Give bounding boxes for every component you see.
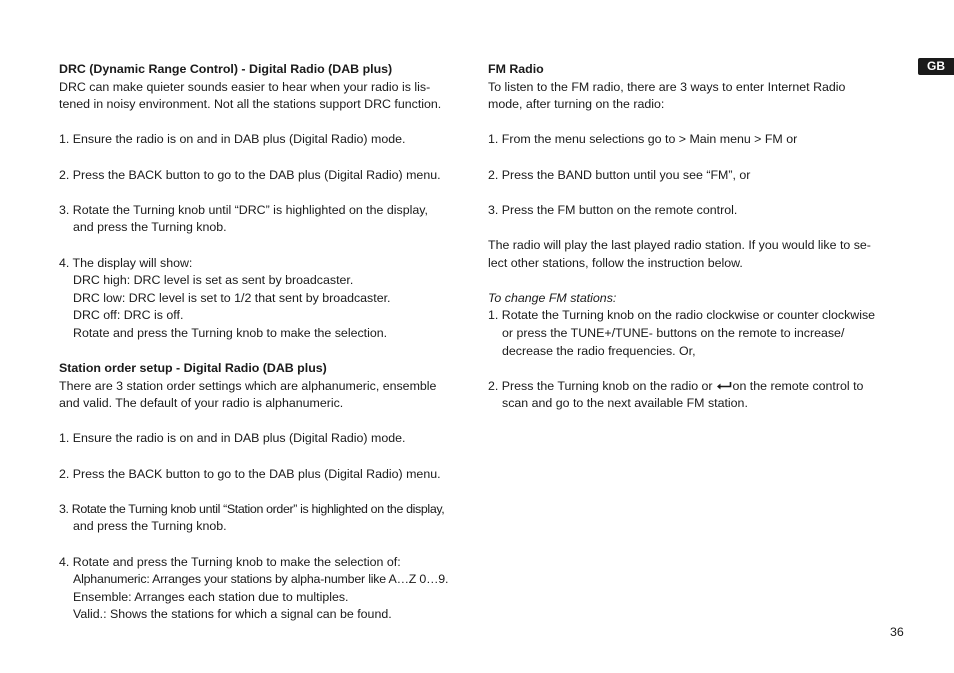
drc-option-off: DRC off: DRC is off. xyxy=(73,308,184,323)
change-fm-step-1-cont-a: or press the TUNE+/TUNE- buttons on the remote to increase/ xyxy=(502,325,845,340)
drc-step-2: 2. Press the BACK button to go to the DAB plus (Digital Radio) menu. xyxy=(59,167,441,182)
drc-step-3-cont: and press the Turning knob. xyxy=(73,220,227,235)
right-column xyxy=(488,61,896,413)
left-column xyxy=(59,61,466,624)
enter-arrow-icon xyxy=(716,379,732,389)
station-order-intro-line-2: and valid. The default of your radio is alphanumeric. xyxy=(59,396,344,411)
fm-play-line-1: The radio will play the last played radio station. If you would like to se- xyxy=(488,237,871,252)
station-order-option-valid: Valid.: Shows the stations for which a signal can be found. xyxy=(73,607,392,622)
fm-way-3: 3. Press the FM button on the remote control. xyxy=(488,202,738,217)
fm-radio-section xyxy=(488,61,896,413)
station-order-heading: Station order setup - Digital Radio (DAB plus) xyxy=(59,361,327,376)
station-order-step-3-cont: and press the Turning knob. xyxy=(73,519,227,534)
station-order-step-4: 4. Rotate and press the Turning knob to make the selection of: xyxy=(59,554,401,569)
fm-play-line-2: lect other stations, follow the instruction below. xyxy=(488,255,743,270)
change-fm-step-2-pre: 2. Press the Turning knob on the radio or xyxy=(488,378,713,393)
change-fm-step-1: 1. Rotate the Turning knob on the radio clockwise or counter clockwise xyxy=(488,308,876,323)
drc-option-low: DRC low: DRC level is set to 1/2 that sent by broadcaster. xyxy=(73,290,391,305)
fm-intro-line-2: mode, after turning on the radio: xyxy=(488,97,665,112)
station-order-intro-line-1: There are 3 station order settings which are alphanumeric, ensemble xyxy=(59,378,437,393)
drc-option-high: DRC high: DRC level is set as sent by broadcaster. xyxy=(73,273,354,288)
change-fm-step-2-post: on the remote control to xyxy=(732,378,864,393)
station-order-step-2: 2. Press the BACK button to go to the DAB plus (Digital Radio) menu. xyxy=(59,466,441,481)
station-order-step-1: 1. Ensure the radio is on and in DAB plus (Digital Radio) mode. xyxy=(59,431,406,446)
fm-intro-line-1: To listen to the FM radio, there are 3 ways to enter Internet Radio xyxy=(488,79,846,94)
fm-way-1: 1. From the menu selections go to > Main menu > FM or xyxy=(488,132,798,147)
change-fm-step-2-cont: scan and go to the next available FM station. xyxy=(502,396,748,411)
drc-step-1: 1. Ensure the radio is on and in DAB plus (Digital Radio) mode. xyxy=(59,132,406,147)
station-order-step-3: 3. Rotate the Turning knob until “Station order” is highlighted on the display, xyxy=(59,501,445,516)
station-order-option-alphanumeric: Alphanumeric: Arranges your stations by alpha-number like A…Z 0…9. xyxy=(73,572,449,587)
page-number: 36 xyxy=(890,625,904,639)
drc-section xyxy=(59,61,466,343)
change-fm-step-2 xyxy=(488,378,896,396)
drc-intro-line-2: tened in noisy environment. Not all the stations support DRC function. xyxy=(59,97,442,112)
station-order-option-ensemble: Ensemble: Arranges each station due to multiples. xyxy=(73,589,349,604)
drc-option-select: Rotate and press the Turning knob to make the selection. xyxy=(73,325,388,340)
language-tab: GB xyxy=(918,58,954,75)
station-order-section xyxy=(59,360,466,624)
drc-intro-line-1: DRC can make quieter sounds easier to hear when your radio is lis- xyxy=(59,79,431,94)
change-fm-heading: To change FM stations: xyxy=(488,290,617,305)
change-fm-step-1-cont-b: decrease the radio frequencies. Or, xyxy=(502,343,696,358)
drc-step-3: 3. Rotate the Turning knob until “DRC” is highlighted on the display, xyxy=(59,202,428,217)
drc-step-4: 4. The display will show: xyxy=(59,255,193,270)
fm-radio-heading: FM Radio xyxy=(488,62,544,76)
drc-heading: DRC (Dynamic Range Control) - Digital Radio (DAB plus) xyxy=(59,62,393,76)
fm-way-2: 2. Press the BAND button until you see “FM”, or xyxy=(488,167,751,182)
